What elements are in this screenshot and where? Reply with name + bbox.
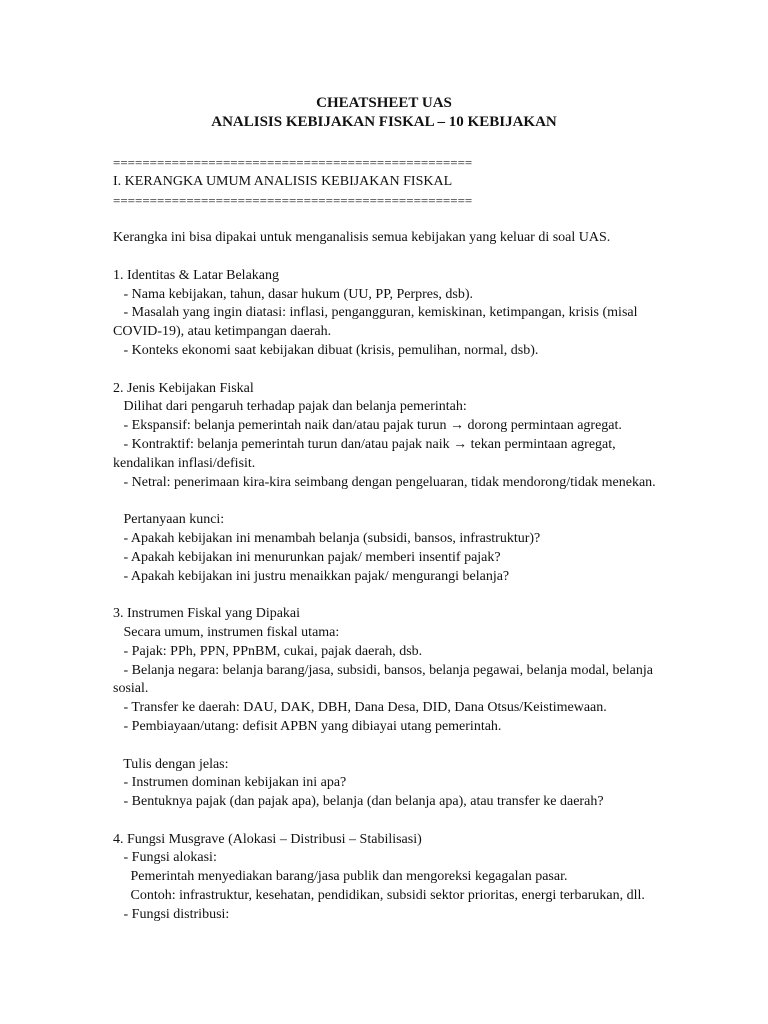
separator-line: ================================================= — [113, 192, 473, 208]
text-line: - Belanja negara: belanja barang/jasa, subsidi, bansos, belanja pegawai, belanja modal, belanja — [113, 662, 653, 678]
text-line: - Netral: penerimaan kira-kira seimbang dengan pengeluaran, tidak mendorong/tidak menekan. — [113, 474, 656, 490]
text-line: - Pajak: PPh, PPN, PPnBM, cukai, pajak daerah, dsb. — [113, 643, 423, 659]
text-line: - Masalah yang ingin diatasi: inflasi, pengangguran, kemiskinan, ketimpangan, krisis (misal — [113, 305, 638, 321]
subsection-heading: 3. Instrumen Fiskal yang Dipakai — [113, 606, 301, 622]
text-line: Contoh: infrastruktur, kesehatan, pendidikan, subsidi sektor prioritas, energi terbarukan, dll. — [113, 888, 645, 904]
text-line: Dilihat dari pengaruh terhadap pajak dan belanja pemerintah: — [113, 399, 467, 415]
text-line: kendalikan inflasi/defisit. — [113, 455, 256, 471]
text-line: Tulis dengan jelas: — [113, 756, 229, 772]
text-line: - Transfer ke daerah: DAU, DAK, DBH, Dana Desa, DID, Dana Otsus/Keistimewaan. — [113, 700, 607, 716]
text-line: - Bentuknya pajak (dan pajak apa), belanja (dan belanja apa), atau transfer ke daerah? — [113, 794, 604, 810]
text-line: sosial. — [113, 681, 149, 697]
text-line: - Kontraktif: belanja pemerintah turun dan/atau pajak naik → tekan permintaan agregat, — [113, 436, 616, 452]
text-line: - Pembiayaan/utang: defisit APBN yang dibiayai utang pemerintah. — [113, 718, 502, 734]
document-subtitle: ANALISIS KEBIJAKAN FISKAL – 10 KEBIJAKAN — [211, 114, 557, 130]
text-line: COVID-19), atau ketimpangan daerah. — [113, 324, 332, 340]
subsection-heading: 4. Fungsi Musgrave (Alokasi – Distribusi – Stabilisasi) — [113, 831, 422, 847]
section-heading: I. KERANGKA UMUM ANALISIS KEBIJAKAN FISKAL — [113, 173, 453, 189]
text-line: Secara umum, instrumen fiskal utama: — [113, 624, 340, 640]
text-line: - Instrumen dominan kebijakan ini apa? — [113, 775, 347, 791]
document-body — [113, 154, 658, 925]
text-line: - Nama kebijakan, tahun, dasar hukum (UU, PP, Perpres, dsb). — [113, 286, 474, 302]
text-line: Pemerintah menyediakan barang/jasa publik dan mengoreksi kegagalan pasar. — [113, 869, 568, 885]
text-line: - Ekspansif: belanja pemerintah naik dan/atau pajak turun → dorong permintaan agregat. — [113, 418, 622, 434]
text-line: - Konteks ekonomi saat kebijakan dibuat (krisis, pemulihan, normal, dsb). — [113, 342, 539, 358]
intro-paragraph: Kerangka ini bisa dipakai untuk menganalisis semua kebijakan yang keluar di soal UAS. — [113, 230, 611, 246]
subsection-heading: 1. Identitas & Latar Belakang — [113, 267, 279, 283]
subsection-heading: 2. Jenis Kebijakan Fiskal — [113, 380, 254, 396]
document-title: CHEATSHEET UAS — [316, 95, 452, 111]
text-line: - Apakah kebijakan ini justru menaikkan pajak/ mengurangi belanja? — [113, 568, 510, 584]
text-line: Pertanyaan kunci: — [113, 512, 225, 528]
text-line: - Apakah kebijakan ini menambah belanja (subsidi, bansos, infrastruktur)? — [113, 530, 541, 546]
separator-line: ================================================= — [113, 155, 473, 170]
text-line: - Apakah kebijakan ini menurunkan pajak/ memberi insentif pajak? — [113, 549, 501, 565]
text-line: - Fungsi alokasi: — [113, 850, 217, 866]
text-line: - Fungsi distribusi: — [113, 906, 230, 922]
